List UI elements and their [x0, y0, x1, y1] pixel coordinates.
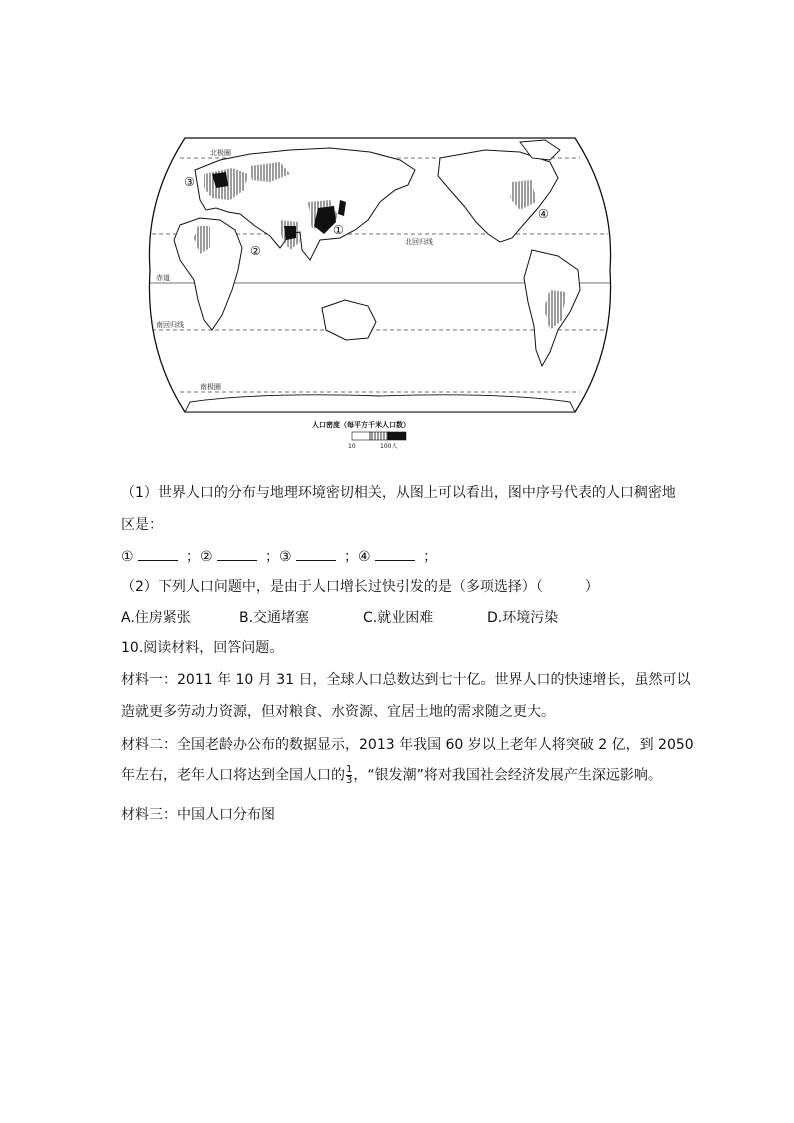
legend-title: 人口密度（每平方千米人口数） — [312, 421, 410, 429]
antarctica-landmass — [185, 395, 575, 412]
option-c[interactable]: C.就业困难 — [363, 610, 434, 626]
legend-tick-low: 10 — [348, 443, 356, 450]
material2-line2-start: 年左右，老年人口将达到全国人口的 — [121, 767, 345, 784]
one-third-fraction — [346, 765, 352, 786]
material1-line2: 造就更多劳动力资源，但对粮食、水资源、宜居土地的需求随之更大。 — [121, 704, 555, 720]
option-a[interactable]: A.住房紧张 — [121, 610, 191, 626]
material1-line1: 材料一：2011 年 10 月 31 日，全球人口总数达到七十亿。世界人口的快速增长，虽然可以 — [121, 672, 691, 688]
fraction-denominator: 3 — [346, 775, 353, 786]
tropic-cancer-label: 北回归线 — [405, 238, 433, 246]
legend-scale — [352, 432, 406, 440]
q2-prompt: （2）下列人口问题中，是由于人口增长过快引发的是（多项选择）（ ） — [121, 579, 599, 595]
material2-line2-end: ，“银发潮”将对我国社会经济发展产生深远影响。 — [353, 767, 662, 784]
world-population-map — [140, 130, 620, 450]
fraction-numerator: 1 — [346, 764, 353, 775]
blank-label-end: ； — [423, 549, 438, 565]
material2-line1: 材料二：全国老龄办公布的数据显示，2013 年我国 60 岁以上老年人将突破 2 亿，到 2050 — [121, 737, 694, 753]
arctic-circle-label: 北极圈 — [210, 149, 231, 157]
blank-label-3: ；③ — [265, 549, 292, 565]
south-asia-very-dense-area — [284, 226, 296, 240]
marker-1: ① — [333, 223, 344, 237]
antarctic-circle-label: 南极圈 — [200, 383, 221, 391]
material2-line2 — [121, 765, 662, 786]
blank-label-1: ① — [121, 549, 134, 565]
q1-blanks-row — [121, 547, 437, 567]
marker-4: ④ — [538, 207, 549, 221]
material3: 材料三：中国人口分布图 — [121, 807, 275, 823]
answer-blank-2[interactable] — [217, 548, 257, 561]
tropic-capricorn-label: 南回归线 — [156, 321, 184, 329]
answer-blank-4[interactable] — [375, 548, 415, 561]
marker-2: ② — [250, 244, 261, 258]
q1-prompt-line2: 区是： — [121, 517, 163, 533]
answer-blank-3[interactable] — [296, 548, 336, 561]
equator-label: 赤道 — [156, 274, 170, 282]
q2-options-row — [121, 608, 558, 628]
option-d[interactable]: D.环境污染 — [487, 610, 559, 626]
q10-title: 10.阅读材料，回答问题。 — [121, 640, 284, 656]
legend-tick-high: 100人 — [380, 443, 398, 450]
blank-label-2: ；② — [186, 549, 213, 565]
marker-3: ③ — [184, 175, 195, 189]
q1-prompt-line1: （1）世界人口的分布与地理环境密切相关，从图上可以看出，图中序号代表的人口稠密地 — [121, 485, 676, 501]
answer-blank-1[interactable] — [138, 548, 178, 561]
blank-label-4: ；④ — [344, 549, 371, 565]
option-b[interactable]: B.交通堵塞 — [239, 610, 310, 626]
